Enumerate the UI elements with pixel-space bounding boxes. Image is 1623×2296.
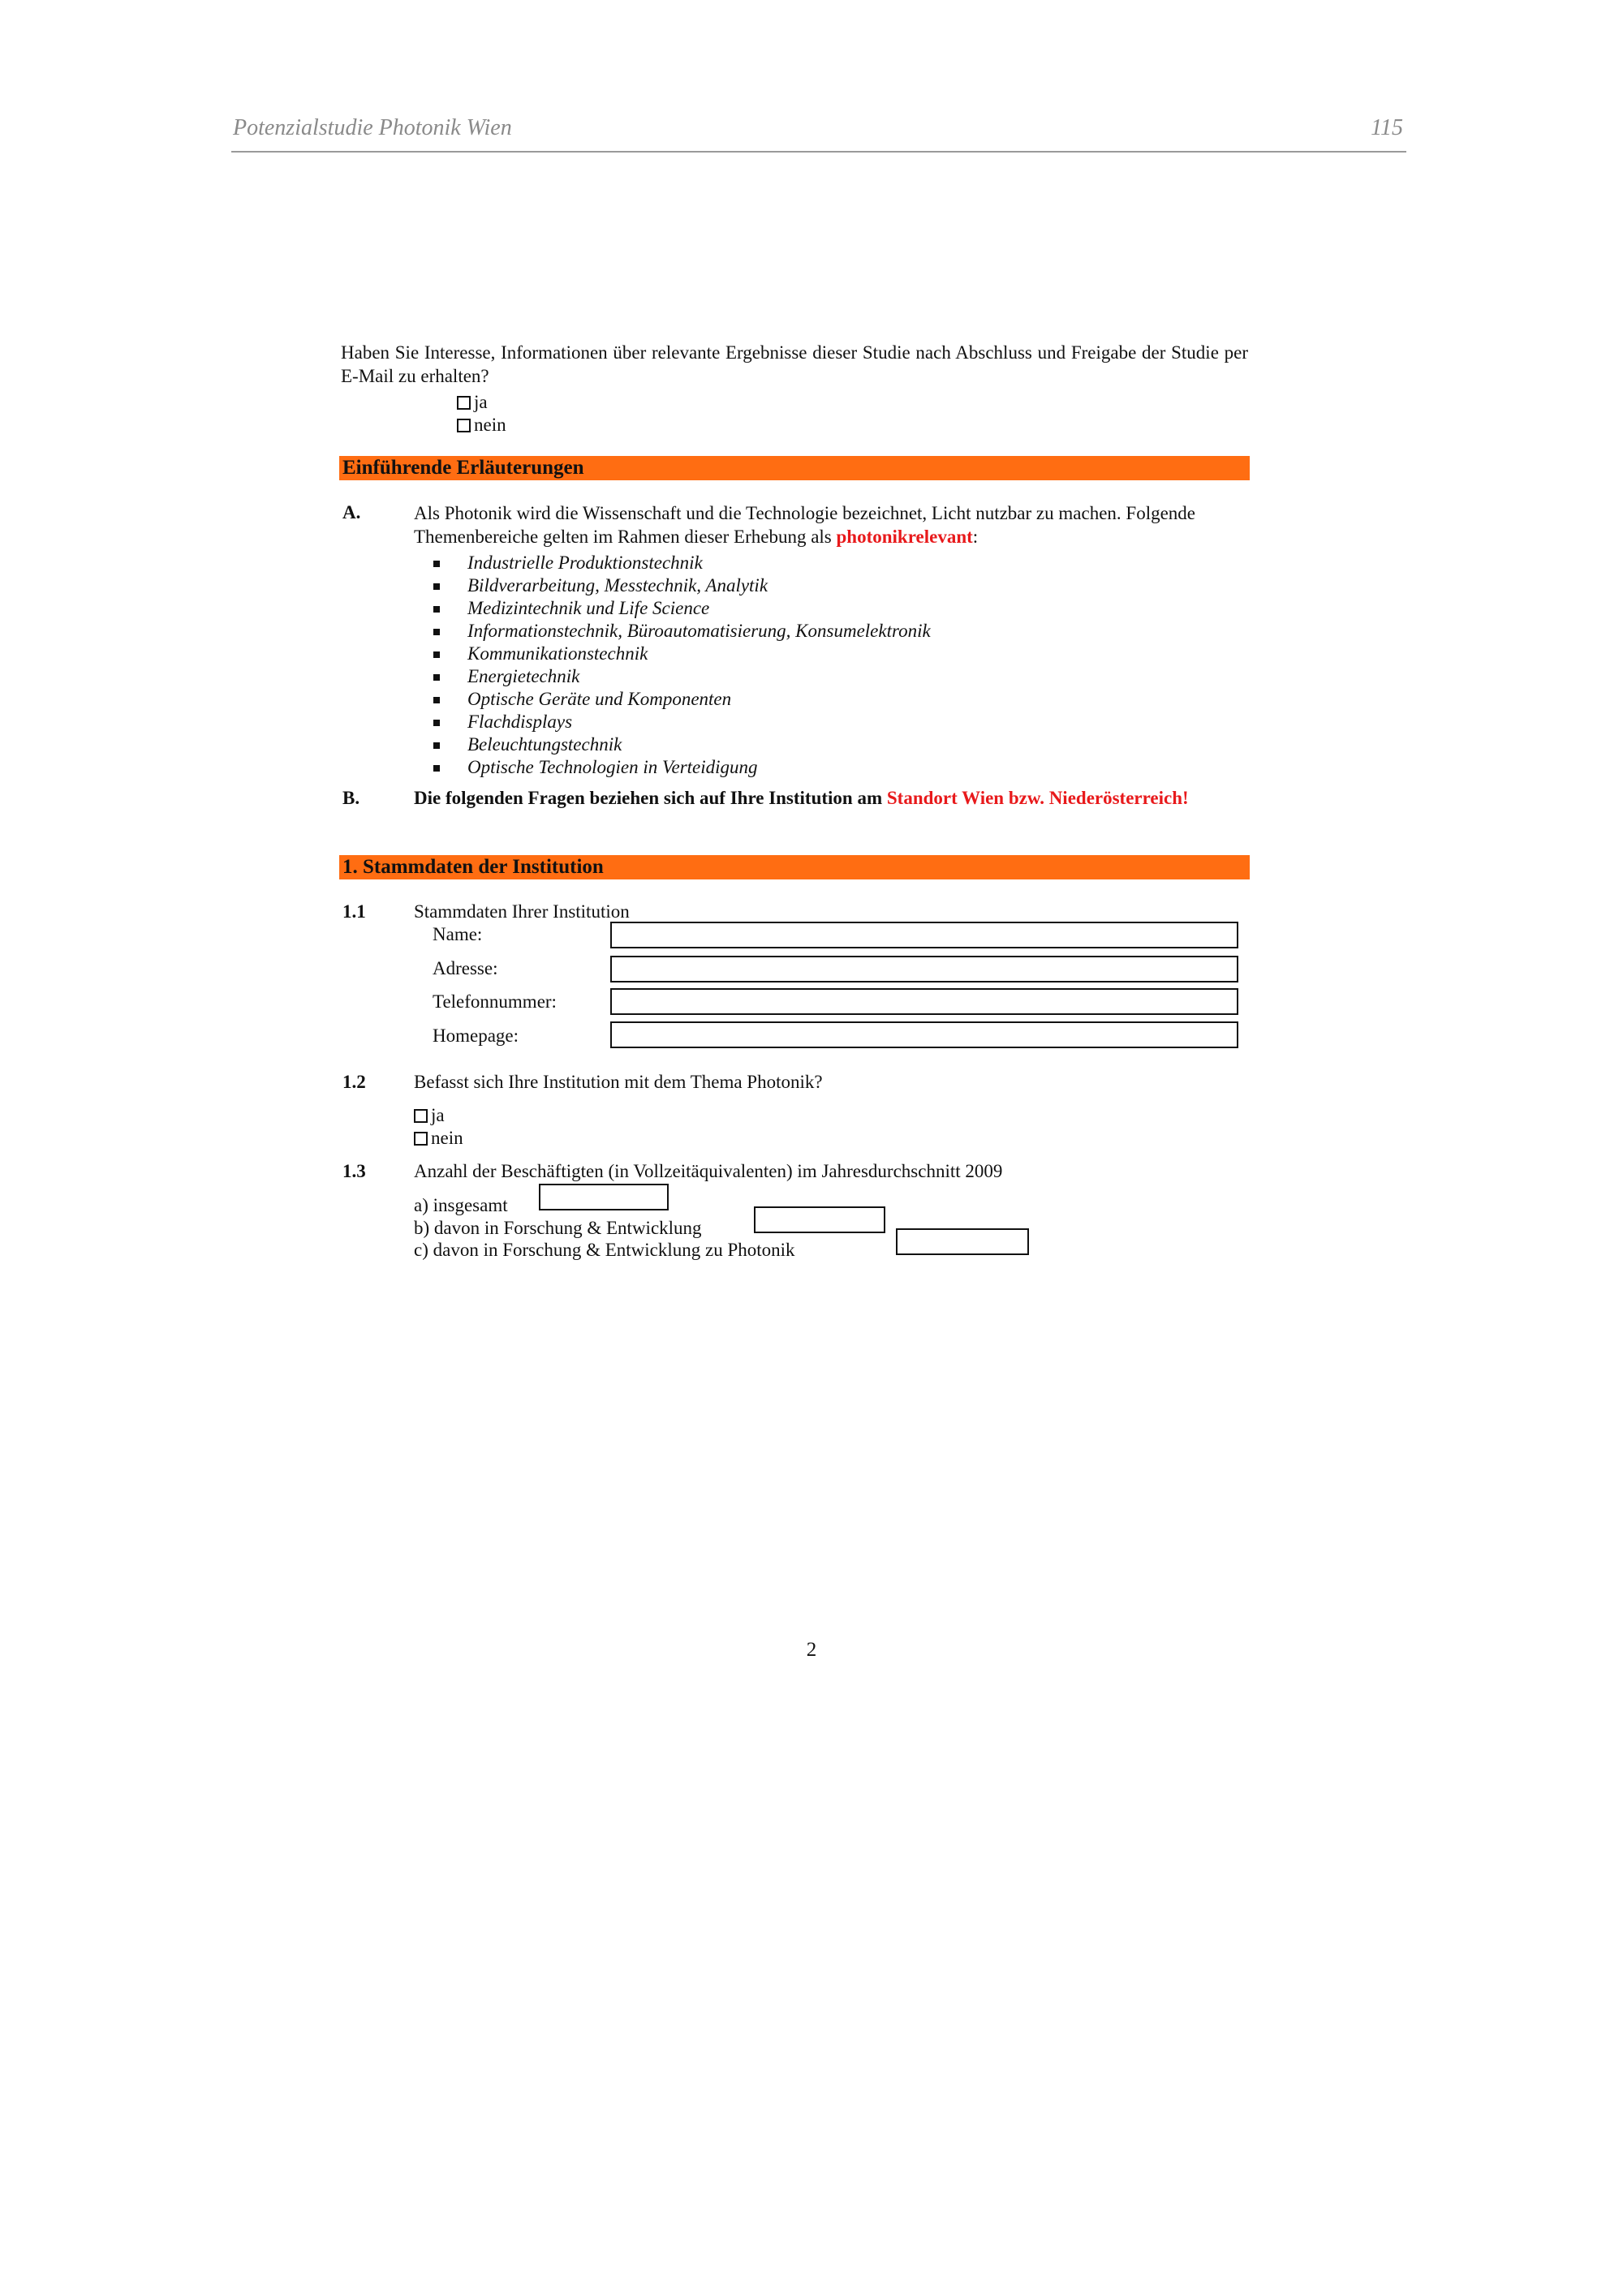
list-item: Industrielle Produktionstechnik [433,552,931,574]
bullet-icon [433,629,440,635]
bullet-icon [433,583,440,590]
name-label: Name: [433,924,483,944]
bullet-icon [433,651,440,658]
address-label: Adresse: [433,958,498,978]
homepage-label: Homepage: [433,1025,519,1046]
option-label: nein [474,415,506,435]
bullet-icon [433,561,440,567]
option-label: ja [431,1105,445,1125]
question-number: 1.2 [342,1072,366,1092]
topic-list [433,552,931,779]
question-label: Stammdaten Ihrer Institution [414,901,630,922]
item-b-text [414,787,1243,810]
question-label: Befasst sich Ihre Institution mit dem Thema Photonik? [414,1072,823,1092]
list-item: Informationstechnik, Büroautomatisierung, Konsumelektronik [433,620,931,643]
question-label: Anzahl der Beschäftigten (in Vollzeitäquivalenten) im Jahresdurchschnitt 2009 [414,1161,1003,1181]
newsletter-option-yes[interactable] [457,391,488,414]
option-label: nein [431,1128,463,1148]
employees-rd-label: b) davon in Forschung & Entwicklung [414,1218,702,1238]
page-number: 2 [806,1639,817,1661]
checkbox[interactable] [457,396,471,410]
bullet-icon [433,674,440,681]
employees-rd-photonik-field[interactable] [896,1228,1029,1255]
list-item: Beleuchtungstechnik [433,733,931,756]
bullet-icon [433,742,440,749]
item-a-end: : [972,527,979,547]
bullet-icon [433,606,440,613]
running-header [231,114,1406,153]
checkbox[interactable] [414,1109,428,1123]
newsletter-question: Haben Sie Interesse, Informationen über relevante Ergebnisse dieser Studie nach Abschluss und Freigabe der Studie per E-Mail zu erhalten? [341,342,1248,386]
phone-field[interactable] [610,988,1238,1015]
header-title: Potenzialstudie Photonik Wien [233,115,512,140]
photonik-option-yes[interactable] [414,1104,445,1127]
bullet-icon [433,720,440,726]
question-number: 1.3 [342,1161,366,1181]
section-heading-intro: Einführende Erläuterungen [339,456,1250,480]
list-item: Bildverarbeitung, Messtechnik, Analytik [433,574,931,597]
list-item: Optische Geräte und Komponenten [433,688,931,711]
item-b-marker: B. [342,788,360,808]
list-item: Medizintechnik und Life Science [433,597,931,620]
item-a-text [414,501,1243,548]
checkbox[interactable] [414,1132,428,1146]
item-a-highlight: photonikrelevant [836,527,973,547]
employees-total-field[interactable] [539,1184,669,1210]
checkbox[interactable] [457,419,471,432]
item-b-highlight: Standort Wien bzw. Niederösterreich! [886,788,1189,808]
item-a-marker: A. [342,502,361,522]
bullet-icon [433,697,440,703]
address-field[interactable] [610,956,1238,982]
photonik-option-no[interactable] [414,1127,463,1150]
header-page-number: 115 [1371,115,1403,140]
list-item: Energietechnik [433,665,931,688]
employees-rd-photonik-label: c) davon in Forschung & Entwicklung zu Photonik [414,1240,795,1260]
option-label: ja [474,392,488,412]
item-b-body: Die folgenden Fragen beziehen sich auf Ihre Institution am [414,788,883,808]
list-item: Flachdisplays [433,711,931,733]
question-number: 1.1 [342,901,366,922]
list-item: Optische Technologien in Verteidigung [433,756,931,779]
employees-total-label: a) insgesamt [414,1195,508,1215]
list-item: Kommunikationstechnik [433,643,931,665]
phone-label: Telefonnummer: [433,991,557,1012]
bullet-icon [433,765,440,772]
newsletter-option-no[interactable] [457,414,506,436]
homepage-field[interactable] [610,1021,1238,1048]
item-a-body: Als Photonik wird die Wissenschaft und die Technologie bezeichnet, Licht nutzbar zu machen. Folgende Themenbereiche gelten im Rahmen dieser Erhebung als [414,503,1196,547]
section-heading-stammdaten: 1. Stammdaten der Institution [339,855,1250,879]
employees-rd-field[interactable] [754,1206,885,1233]
name-field[interactable] [610,922,1238,948]
